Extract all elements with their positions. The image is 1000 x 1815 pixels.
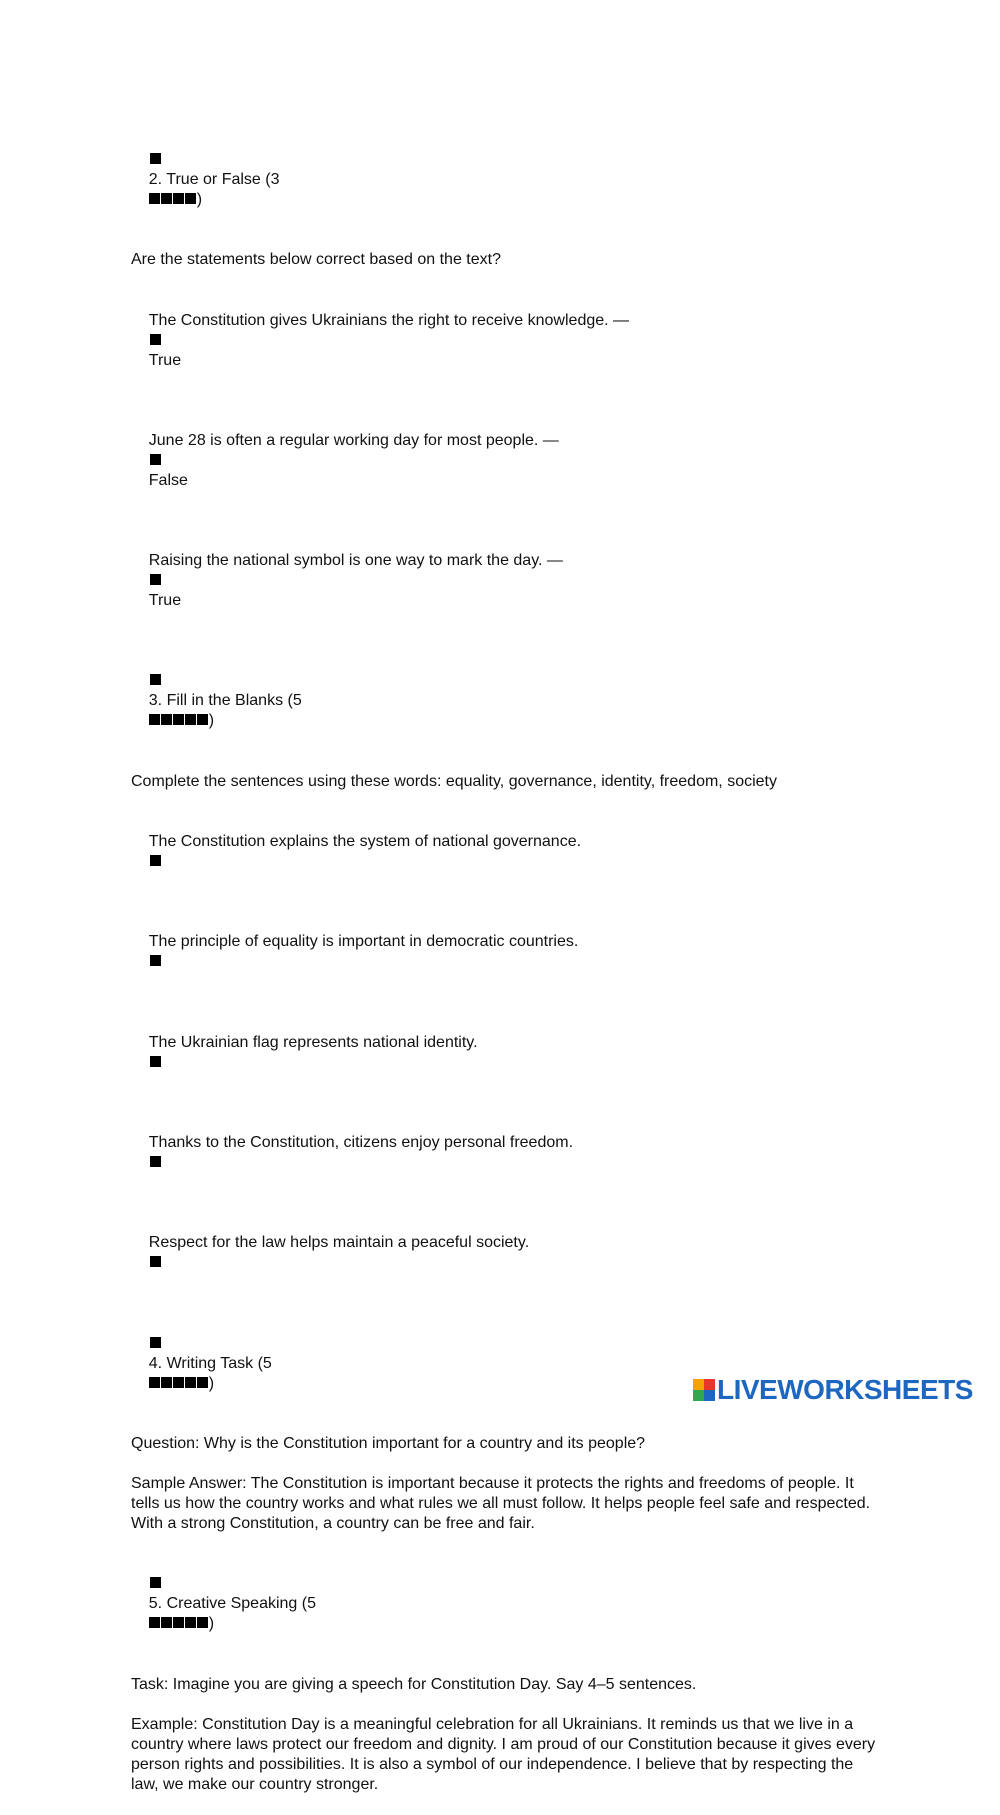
rating-squares	[149, 190, 197, 210]
rating-squares	[149, 1374, 209, 1394]
answer-square-icon	[150, 1156, 161, 1167]
true-false-item: The Constitution gives Ukrainians the right to receive knowledge. — True	[148, 311, 630, 369]
liveworksheets-logo-icon	[693, 1379, 715, 1401]
section-2-intro: Are the statements below correct based on the text?	[131, 251, 501, 269]
section-5-heading: 5. Creative Speaking (5 )	[131, 1554, 876, 1654]
section-5-example: Example: Constitution Day is a meaningful celebration for all Ukrainians. It reminds us that we live in a country where laws protect our freedom and dignity. I am proud of our Constitution because it gives every person rights and possibilities. It is also a symbol of our independence. I believe that by respecting the law, we make our country stronger.	[131, 1716, 880, 1794]
answer-square-icon	[150, 1056, 161, 1067]
answer-square-icon	[150, 1256, 161, 1267]
fill-blank-item: The Ukrainian flag represents national identity.	[131, 1013, 876, 1093]
answer-label: True	[148, 351, 182, 369]
answer-label: True	[148, 592, 182, 610]
bullet-square-icon	[150, 674, 161, 685]
logo-text: LIVEWORKSHEETS	[717, 1374, 973, 1405]
bullet-square-icon	[150, 1577, 161, 1588]
answer-square-icon	[150, 334, 161, 345]
section-2-title: 2. True or False (3	[148, 171, 280, 188]
fill-blank-item: Thanks to the Constitution, citizens enjoy personal freedom.	[131, 1113, 876, 1193]
bullet-square-icon	[150, 153, 161, 164]
section-5-task: Task: Imagine you are giving a speech for Constitution Day. Say 4–5 sentences.	[131, 1675, 697, 1693]
section-2-heading: 2. True or False (3 )	[131, 130, 876, 230]
section-3-title: 3. Fill in the Blanks (5	[148, 692, 302, 710]
true-false-item: June 28 is often a regular working day for most people. — False	[148, 431, 559, 489]
worksheet-content	[131, 130, 880, 1815]
true-false-item: Raising the national symbol is one way to mark the day. — True	[148, 552, 563, 610]
answer-square-icon	[150, 574, 161, 585]
rating-squares	[149, 1614, 209, 1634]
liveworksheets-logo	[693, 1374, 973, 1405]
section-3-intro: Complete the sentences using these words: equality, governance, identity, freedom, society	[131, 772, 777, 790]
section-4-heading: 4. Writing Task (5 )	[131, 1314, 876, 1414]
section-4-question: Question: Why is the Constitution important for a country and its people?	[131, 1434, 646, 1452]
answer-square-icon	[150, 454, 161, 465]
rating-squares	[149, 711, 209, 731]
bullet-square-icon	[150, 1337, 161, 1348]
fill-blank-item: The Constitution explains the system of national governance.	[131, 812, 876, 892]
answer-square-icon	[150, 955, 161, 966]
fill-blank-item: Respect for the law helps maintain a peaceful society.	[131, 1213, 876, 1293]
fill-blank-item: The principle of equality is important in democratic countries.	[131, 912, 876, 992]
answer-label: False	[148, 471, 188, 489]
answer-square-icon	[150, 855, 161, 866]
section-5-title: 5. Creative Speaking (5	[148, 1595, 316, 1613]
section-4-title: 4. Writing Task (5	[148, 1354, 272, 1372]
section-4-sample-answer: Sample Answer: The Constitution is important because it protects the rights and freedoms of people. It tells us how the country works and what rules we all must follow. It helps people feel safe and respected. With a strong Constitution, a country can be free and fair.	[131, 1475, 875, 1533]
section-3-heading: 3. Fill in the Blanks (5 )	[131, 651, 876, 751]
